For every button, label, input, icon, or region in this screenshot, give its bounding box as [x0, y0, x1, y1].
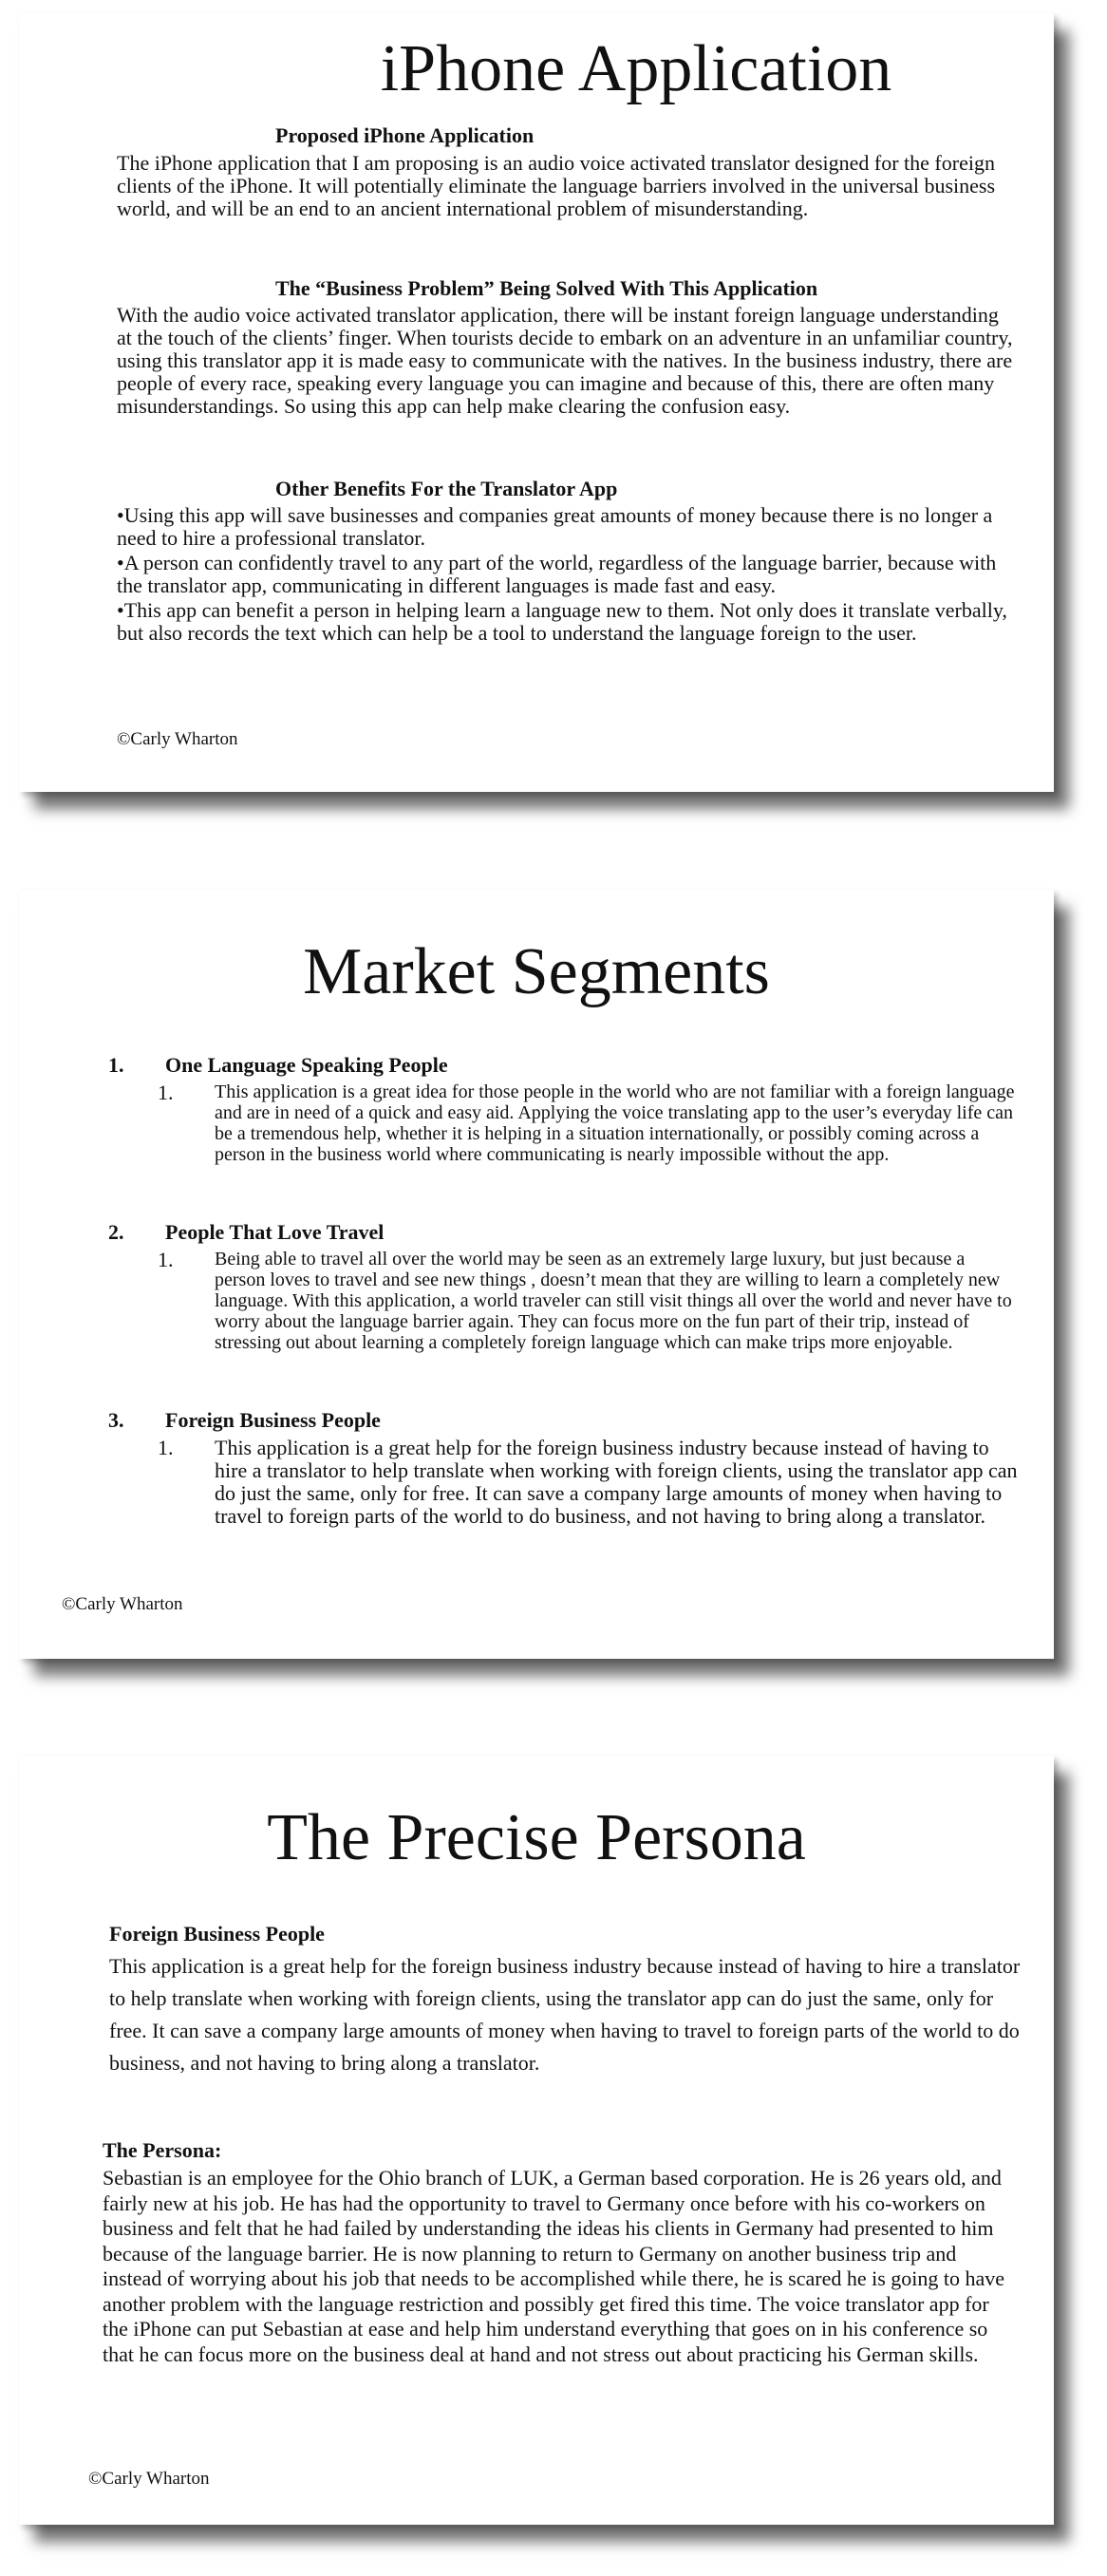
segment-one-language: [108, 1053, 1020, 1165]
section-text-persona: Sebastian is an employee for the Ohio branch of LUK, a German based corporation. He is 26 years old, and fairly new at his job. He has had the opportunity to travel to Germany once before with his co-workers on business and felt that he had failed by understanding the ideas his clients in Germany had presented to him because of the language barrier. He is now planning to return to Germany on another business trip and instead of worrying about his job that needs to be accomplished while there, he is scared he is going to have another problem with the language restriction and possibly get fired this time. The voice translator app for the iPhone can put Sebastian at ease and help him understand everything that goes on in his conference so that he can focus more on the business deal at hand and not stress out about practicing his German skills.: [103, 2166, 1005, 2366]
segment-foreign-business: [108, 1408, 1020, 1528]
section-heading-business-problem: The “Business Problem” Being Solved With This Application: [275, 276, 818, 300]
benefit-item: •This app can benefit a person in helping learn a language new to them. Not only does it translate verbally, but also records the text which can help be a tool to understand the language foreign to the user.: [117, 598, 1007, 645]
segment-heading: People That Love Travel: [165, 1220, 385, 1244]
section-text-proposed: The iPhone application that I am proposing is an audio voice activated translator designed for the foreign clients of the iPhone. It will potentially eliminate the language barriers involved in the universal business world, and will be an end to an ancient international problem of misunderstanding.: [117, 151, 995, 220]
segment-item-text: Being able to travel all over the world may be seen as an extremely large luxury, but just because a person loves to travel and see new things , doesn’t mean that they are willing to learn a completely new language. With this application, a world traveler can still visit things all over the world and never have to worry about the language barrier again. They can focus more on the fun part of their trip, instead of stressing out about learning a completely foreign language which can make trips more enjoyable.: [215, 1249, 1012, 1353]
slide-title: Market Segments: [303, 935, 770, 1008]
segment-item-number: 1.: [158, 1081, 174, 1104]
slide-title: The Precise Persona: [267, 1801, 806, 1874]
slide-precise-persona: [19, 1756, 1054, 2525]
section-text-business-problem: With the audio voice activated translator application, there will be instant foreign language understanding at the touch of the clients’ finger. When tourists decide to embark on an adventure in an unfamiliar country, using this translator app it is made easy to communicate with the natives. In the business industry, there are people of every race, speaking every language you can imagine and because of this, there are often many misunderstandings. So using this app can help make clearing the confusion easy.: [117, 303, 1013, 418]
segment-item-text: This application is a great help for the foreign business industry because instead of having to hire a translator to help translate when working with foreign clients, using the translator app can do just the same, only for free. It can save a company large amounts of money when having to travel to foreign parts of the world to do business, and not having to bring along a translator.: [215, 1436, 1018, 1528]
segment-item-text: This application is a great idea for those people in the world who are not familiar with a foreign language and are in need of a quick and easy aid. Applying the voice translating app to the user’s everyday life can be a tremendous help, whether it is helping in a situation internationally, or possibly coming across a person in the business world where communicating is nearly impossible without the app.: [215, 1081, 1015, 1165]
segment-heading: Foreign Business People: [165, 1408, 381, 1432]
copyright: ©Carly Wharton: [117, 729, 238, 749]
section-heading-persona: The Persona:: [103, 2138, 222, 2162]
section-heading-other-benefits: Other Benefits For the Translator App: [275, 477, 618, 500]
segment-number: 1.: [108, 1053, 124, 1077]
benefit-item: •Using this app will save businesses and companies great amounts of money because there is no longer a need to hire a professional translator.: [117, 503, 993, 550]
segment-item-number: 1.: [158, 1248, 174, 1271]
benefits-list: [117, 504, 1019, 647]
segment-number: 3.: [108, 1408, 124, 1432]
segment-number: 2.: [108, 1220, 124, 1244]
slide-iphone-application: [19, 13, 1054, 792]
copyright: ©Carly Wharton: [88, 2469, 210, 2489]
segment-travel: [108, 1220, 1020, 1353]
section-heading-proposed: Proposed iPhone Application: [275, 123, 535, 147]
slide-title: iPhone Application: [380, 32, 892, 105]
copyright: ©Carly Wharton: [62, 1594, 183, 1614]
slide-market-segments: [19, 890, 1054, 1659]
segment-heading: One Language Speaking People: [165, 1053, 448, 1077]
section-text-foreign-business: This application is a great help for the foreign business industry because instead of having to hire a translator to help translate when working with foreign clients, using the translator app can do just the same, only for free. It can save a company large amounts of money when having to travel to foreign parts of the world to do business, and not having to bring along a translator.: [109, 1954, 1021, 2075]
segment-item-number: 1.: [158, 1436, 174, 1459]
section-heading-foreign-business: Foreign Business People: [109, 1922, 325, 1946]
benefit-item: •A person can confidently travel to any part of the world, regardless of the language barrier, because with the translator app, communicating in different languages is made fast and easy.: [117, 551, 997, 597]
